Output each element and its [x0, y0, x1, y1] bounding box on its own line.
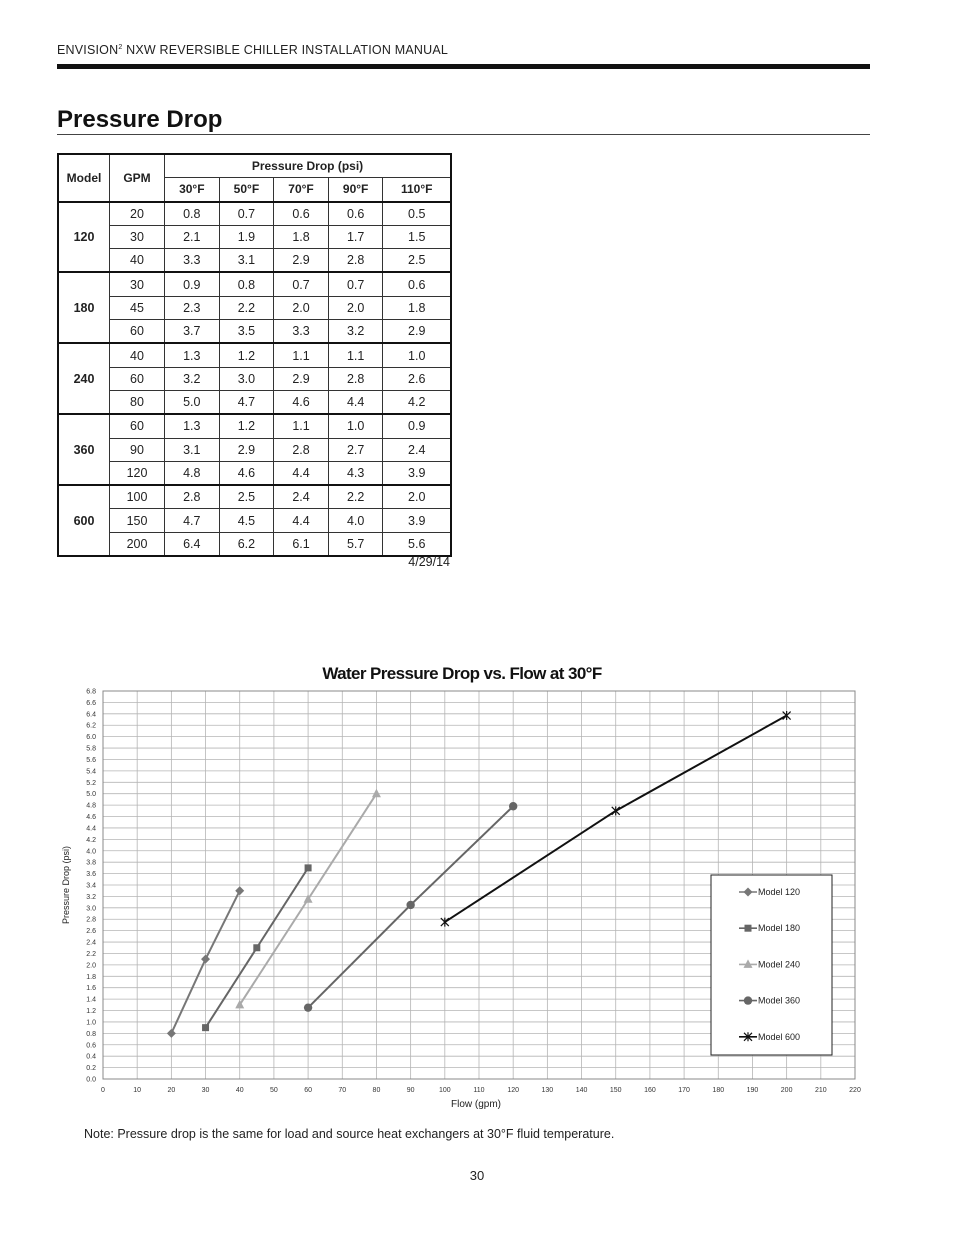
pressure-cell: 1.3: [165, 343, 220, 367]
pressure-cell: 0.8: [219, 272, 274, 296]
x-tick-label: 190: [746, 1087, 759, 1094]
pressure-cell: 3.5: [219, 320, 274, 344]
pressure-cell: 4.2: [383, 390, 451, 414]
table-row: [58, 272, 451, 296]
y-tick-label: 2.6: [86, 928, 96, 936]
model-cell: 360: [58, 414, 110, 485]
pressure-cell: 1.5: [383, 225, 451, 248]
gpm-cell: 60: [110, 367, 165, 390]
pressure-cell: 2.7: [328, 438, 383, 461]
table-row: [58, 249, 451, 273]
y-tick-label: 3.0: [86, 905, 96, 913]
x-tick-label: 50: [270, 1087, 278, 1094]
pressure-cell: 4.4: [274, 509, 329, 532]
pressure-cell: 5.6: [383, 532, 451, 556]
pressure-cell: 1.1: [274, 343, 329, 367]
pressure-cell: 0.9: [383, 414, 451, 438]
pressure-cell: 3.3: [274, 320, 329, 344]
pressure-cell: 3.9: [383, 461, 451, 485]
legend-entry: Model 360: [758, 995, 801, 1006]
chart-svg: [0, 650, 954, 1120]
pressure-cell: 2.9: [274, 249, 329, 273]
data-point: [235, 886, 244, 895]
manual-title-sup: 2: [118, 43, 123, 51]
pressure-cell: 1.1: [274, 414, 329, 438]
y-tick-label: 0.2: [86, 1065, 96, 1073]
y-tick-label: 5.0: [86, 791, 96, 799]
pressure-cell: 6.2: [219, 532, 274, 556]
pressure-cell: 4.7: [219, 390, 274, 414]
table-row: [58, 485, 451, 509]
table-row: [58, 320, 451, 344]
pressure-cell: 1.7: [328, 225, 383, 248]
y-tick-label: 4.8: [86, 802, 96, 810]
y-tick-label: 6.0: [86, 734, 96, 742]
pressure-drop-group-header: Pressure Drop (psi): [165, 154, 452, 178]
pressure-cell: 2.5: [383, 249, 451, 273]
y-tick-label: 0.6: [86, 1042, 96, 1050]
pressure-cell: 2.4: [383, 438, 451, 461]
data-point: [201, 955, 210, 964]
y-tick-label: 1.0: [86, 1019, 96, 1027]
y-tick-label: 5.2: [86, 779, 96, 787]
pressure-cell: 2.4: [274, 485, 329, 509]
pressure-cell: 1.1: [328, 343, 383, 367]
data-point: [202, 1024, 209, 1031]
model-cell: 240: [58, 343, 110, 414]
x-tick-label: 220: [849, 1087, 861, 1094]
legend-entry: Model 180: [758, 923, 801, 934]
pressure-cell: 4.4: [328, 390, 383, 414]
legend-entry: Model 240: [758, 959, 801, 970]
pressure-cell: 2.5: [219, 485, 274, 509]
pressure-cell: 0.6: [274, 202, 329, 226]
x-tick-label: 110: [473, 1087, 485, 1094]
data-point: [509, 802, 517, 810]
x-tick-label: 0: [101, 1087, 105, 1094]
y-tick-label: 6.2: [86, 722, 96, 730]
legend-entry: Model 120: [758, 887, 801, 897]
pressure-cell: 1.3: [165, 414, 220, 438]
gpm-cell: 45: [110, 296, 165, 319]
pressure-cell: 1.8: [383, 296, 451, 319]
y-tick-label: 4.4: [86, 825, 96, 833]
pressure-cell: 3.1: [219, 249, 274, 273]
data-point: [372, 789, 381, 798]
gpm-cell: 30: [110, 225, 165, 248]
table-row: [58, 390, 451, 414]
y-tick-label: 3.4: [86, 882, 96, 890]
temp-header: 90°F: [328, 178, 383, 202]
pressure-cell: 0.7: [328, 272, 383, 296]
data-point: [305, 864, 312, 871]
pressure-cell: 2.8: [328, 367, 383, 390]
data-point: [253, 944, 260, 951]
x-tick-label: 40: [235, 1087, 244, 1094]
y-tick-label: 5.4: [86, 768, 96, 776]
x-tick-label: 210: [814, 1087, 827, 1094]
footnote: Note: Pressure drop is the same for load and source heat exchangers at 30°F fluid temperature.: [84, 1127, 615, 1141]
pressure-cell: 4.3: [328, 461, 383, 485]
pressure-cell: 2.9: [274, 367, 329, 390]
y-axis-label: Pressure Drop (psi): [61, 845, 71, 925]
x-tick-label: 150: [609, 1087, 622, 1094]
y-tick-label: 3.6: [86, 871, 96, 879]
pressure-cell: 4.8: [165, 461, 220, 485]
data-point: [406, 901, 414, 909]
model-cell: 600: [58, 485, 110, 556]
temp-header: 30°F: [165, 178, 220, 202]
gpm-cell: 60: [110, 414, 165, 438]
x-tick-label: 180: [712, 1087, 725, 1094]
pressure-cell: 3.2: [165, 367, 220, 390]
pressure-cell: 2.8: [328, 249, 383, 273]
pressure-cell: 0.6: [383, 272, 451, 296]
pressure-cell: 3.0: [219, 367, 274, 390]
pressure-cell: 2.6: [383, 367, 451, 390]
table-row: [58, 343, 451, 367]
chart-title: Water Pressure Drop vs. Flow at 30°F: [322, 664, 602, 683]
x-tick-label: 60: [304, 1087, 312, 1094]
data-point: [441, 918, 449, 927]
y-tick-label: 5.8: [86, 745, 96, 753]
pressure-cell: 3.3: [165, 249, 220, 273]
col-model-header: Model: [58, 154, 110, 202]
x-tick-label: 100: [438, 1087, 451, 1094]
pressure-cell: 2.8: [165, 485, 220, 509]
col-gpm-header: GPM: [110, 154, 165, 202]
temp-header: 50°F: [219, 178, 274, 202]
y-tick-label: 2.8: [86, 916, 96, 924]
gpm-cell: 40: [110, 343, 165, 367]
pressure-cell: 2.3: [165, 296, 220, 319]
pressure-cell: 2.9: [383, 320, 451, 344]
gpm-cell: 30: [110, 272, 165, 296]
pressure-cell: 3.2: [328, 320, 383, 344]
y-tick-label: 6.6: [86, 699, 96, 707]
pressure-cell: 2.0: [274, 296, 329, 319]
pressure-cell: 2.2: [219, 296, 274, 319]
pressure-cell: 0.7: [274, 272, 329, 296]
gpm-cell: 20: [110, 202, 165, 226]
gpm-cell: 80: [110, 390, 165, 414]
pressure-cell: 2.8: [274, 438, 329, 461]
pressure-cell: 2.9: [219, 438, 274, 461]
x-tick-label: 170: [678, 1087, 690, 1094]
table-row: [58, 509, 451, 532]
pressure-cell: 1.8: [274, 225, 329, 248]
table-row: [58, 532, 451, 556]
y-tick-label: 4.2: [86, 836, 96, 844]
pressure-cell: 4.7: [165, 509, 220, 532]
pressure-drop-chart: [0, 650, 954, 1120]
y-tick-label: 6.8: [86, 688, 96, 696]
gpm-cell: 120: [110, 461, 165, 485]
model-cell: 180: [58, 272, 110, 343]
pressure-cell: 0.7: [219, 202, 274, 226]
page-title: Pressure Drop: [57, 106, 223, 133]
y-tick-label: 3.8: [86, 859, 96, 867]
pressure-cell: 4.6: [219, 461, 274, 485]
pressure-cell: 1.9: [219, 225, 274, 248]
manual-header: [57, 43, 870, 57]
pressure-cell: 6.4: [165, 532, 220, 556]
pressure-drop-table: [57, 153, 452, 557]
table-row: [58, 461, 451, 485]
data-point: [612, 806, 620, 815]
pressure-cell: 2.2: [328, 485, 383, 509]
pressure-cell: 4.6: [274, 390, 329, 414]
table-row: [58, 414, 451, 438]
x-tick-label: 30: [201, 1087, 210, 1094]
x-tick-label: 70: [338, 1087, 347, 1094]
x-tick-label: 130: [541, 1087, 554, 1094]
y-tick-label: 0.4: [86, 1053, 96, 1061]
y-tick-label: 4.0: [86, 848, 96, 856]
y-tick-label: 5.6: [86, 756, 96, 764]
legend-entry: Model 600: [758, 1031, 801, 1042]
y-tick-label: 0.0: [86, 1076, 96, 1084]
x-tick-label: 140: [575, 1087, 588, 1094]
gpm-cell: 100: [110, 485, 165, 509]
table-row: [58, 367, 451, 390]
pressure-cell: 4.5: [219, 509, 274, 532]
pressure-cell: 1.2: [219, 414, 274, 438]
y-tick-label: 4.6: [86, 814, 96, 822]
pressure-cell: 2.0: [328, 296, 383, 319]
table-date: 4/29/14: [408, 555, 450, 569]
gpm-cell: 40: [110, 249, 165, 273]
gpm-cell: 60: [110, 320, 165, 344]
pressure-cell: 4.4: [274, 461, 329, 485]
temp-header: 110°F: [383, 178, 451, 202]
title-rule: [57, 134, 870, 135]
y-tick-label: 3.2: [86, 893, 96, 901]
x-tick-label: 90: [406, 1087, 415, 1094]
table-row: [58, 202, 451, 226]
y-tick-label: 1.6: [86, 985, 96, 993]
manual-title-prefix: ENVISION: [57, 43, 119, 57]
table-row: [58, 225, 451, 248]
pressure-cell: 3.9: [383, 509, 451, 532]
gpm-cell: 150: [110, 509, 165, 532]
y-tick-label: 1.2: [86, 1008, 96, 1016]
pressure-cell: 0.9: [165, 272, 220, 296]
pressure-cell: 6.1: [274, 532, 329, 556]
data-point: [167, 1029, 176, 1038]
legend-marker: [744, 996, 752, 1004]
gpm-cell: 200: [110, 532, 165, 556]
pressure-cell: 2.1: [165, 225, 220, 248]
y-tick-label: 6.4: [86, 711, 96, 719]
table-row: [58, 438, 451, 461]
manual-title-suffix: NXW REVERSIBLE CHILLER INSTALLATION MANUAL: [122, 43, 449, 57]
data-point: [304, 1003, 312, 1011]
x-axis-label: Flow (gpm): [450, 1099, 502, 1110]
pressure-cell: 2.0: [383, 485, 451, 509]
pressure-cell: 0.5: [383, 202, 451, 226]
model-cell: 120: [58, 202, 110, 273]
pressure-cell: 0.6: [328, 202, 383, 226]
pressure-cell: 3.1: [165, 438, 220, 461]
pressure-cell: 0.8: [165, 202, 220, 226]
temp-header: 70°F: [274, 178, 329, 202]
y-tick-label: 1.8: [86, 973, 96, 981]
gpm-cell: 90: [110, 438, 165, 461]
pressure-cell: 5.0: [165, 390, 220, 414]
y-tick-label: 2.0: [86, 962, 96, 970]
pressure-cell: 5.7: [328, 532, 383, 556]
x-tick-label: 120: [507, 1087, 520, 1094]
y-tick-label: 0.8: [86, 1030, 96, 1038]
y-tick-label: 1.4: [86, 996, 96, 1004]
pressure-cell: 1.0: [383, 343, 451, 367]
x-tick-label: 10: [133, 1087, 142, 1094]
table-row: [58, 296, 451, 319]
y-tick-label: 2.2: [86, 950, 96, 958]
pressure-cell: 3.7: [165, 320, 220, 344]
legend-marker: [745, 925, 752, 932]
pressure-cell: 1.0: [328, 414, 383, 438]
pressure-cell: 4.0: [328, 509, 383, 532]
y-tick-label: 2.4: [86, 939, 96, 947]
x-tick-label: 160: [644, 1087, 656, 1094]
data-point: [783, 711, 791, 720]
x-tick-label: 80: [372, 1087, 381, 1094]
x-tick-label: 20: [167, 1087, 176, 1094]
x-tick-label: 200: [780, 1087, 793, 1094]
pressure-cell: 1.2: [219, 343, 274, 367]
header-rule: [57, 64, 870, 69]
page-number: 30: [469, 1168, 485, 1183]
